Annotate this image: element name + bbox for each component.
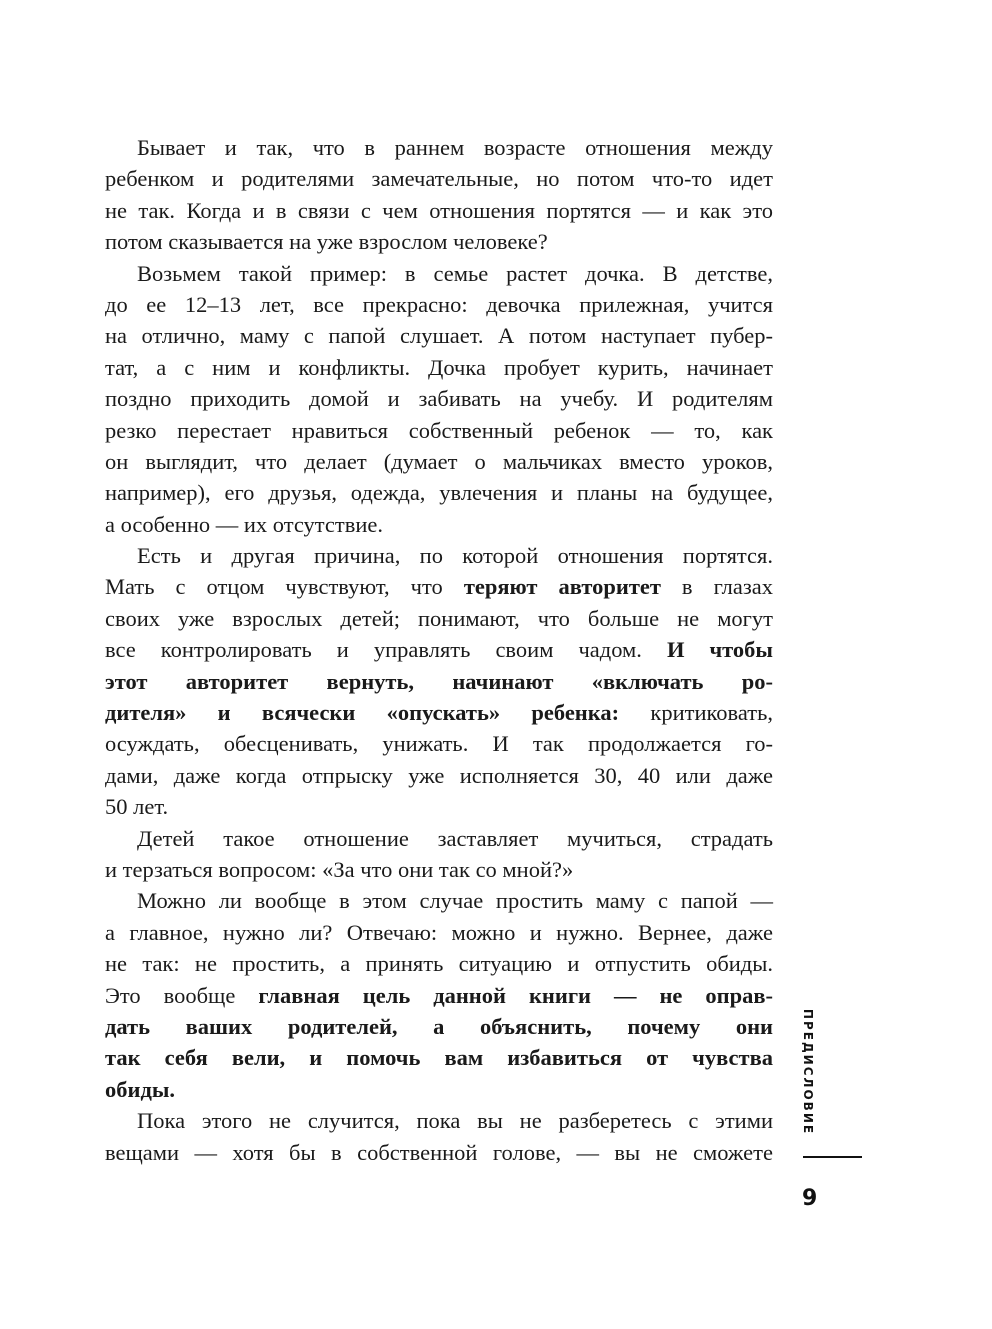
text-span: поздно приходить домой и забивать на учебу. И родителям <box>105 386 773 412</box>
text-span: Это вообще <box>105 982 259 1008</box>
text-line <box>105 917 773 948</box>
text-line <box>105 509 773 540</box>
text-span: 50 лет. <box>105 794 169 820</box>
bold-text: этот авторитет вернуть, начинают «включать ро- <box>105 668 773 694</box>
text-span: ребенком и родителями замечательные, но потом что-то идет <box>105 166 773 192</box>
text-line <box>105 446 773 477</box>
paragraph <box>105 132 773 258</box>
bold-text: теряют авторитет <box>463 574 661 600</box>
text-line <box>105 352 773 383</box>
paragraph <box>105 540 773 823</box>
text-line <box>105 1042 773 1073</box>
text-line <box>105 1074 773 1105</box>
text-span: все контролировать и управлять своим чадом. <box>105 637 667 663</box>
text-line <box>105 854 773 885</box>
text-span: а главное, нужно ли? Отвечаю: можно и нужно. Вернее, даже <box>105 919 773 945</box>
text-span: вещами — хотя бы в собственной голове, — вы не сможете <box>105 1139 773 1165</box>
text-line <box>105 728 773 759</box>
text-span: Детей такое отношение заставляет мучиться, страдать <box>137 825 773 851</box>
text-span: Бывает и так, что в раннем возрасте отношения между <box>137 135 773 160</box>
text-line <box>105 1011 773 1042</box>
text-span: Возьмем такой пример: в семье растет дочка. В детстве, <box>137 260 773 286</box>
text-line <box>105 948 773 979</box>
text-span: резко перестает нравиться собственный ребенок — то, как <box>105 417 773 443</box>
text-span: а особенно — их отсутствие. <box>105 511 383 537</box>
text-span: тат, а с ним и конфликты. Дочка пробует курить, начинает <box>105 354 773 380</box>
text-span: Мать с отцом чувствуют, что <box>105 574 464 600</box>
text-line <box>105 226 773 257</box>
text-line <box>105 791 773 822</box>
paragraph <box>105 823 773 886</box>
text-span: дами, даже когда отпрыску уже исполняется 30, 40 или даже <box>105 762 773 788</box>
paragraph <box>105 1105 773 1168</box>
paragraph <box>105 258 773 541</box>
text-span: не так. Когда и в связи с чем отношения портятся — и как это <box>105 197 773 223</box>
text-line <box>105 195 773 226</box>
text-span: и терзаться вопросом: «За что они так со мной?» <box>105 856 574 882</box>
text-line <box>105 760 773 791</box>
text-line <box>105 697 773 728</box>
bold-text: обиды. <box>105 1076 176 1102</box>
text-line <box>105 1105 773 1136</box>
text-span: критиковать, <box>619 700 773 726</box>
text-line <box>105 477 773 508</box>
text-span: на отлично, маму с папой слушает. А потом наступает пубер- <box>105 323 773 349</box>
text-span: своих уже взрослых детей; понимают, что больше не могут <box>105 605 773 631</box>
bold-text: дать ваших родителей, а объяснить, почему они <box>105 1013 773 1039</box>
paragraph <box>105 885 773 1105</box>
text-line <box>105 383 773 414</box>
text-line <box>105 289 773 320</box>
text-span: Можно ли вообще в этом случае простить маму с папой — <box>137 888 773 914</box>
text-line <box>105 603 773 634</box>
page-number: 9 <box>802 1186 818 1211</box>
running-head-text: ПРЕДИСЛОВИЕ <box>801 1008 815 1136</box>
text-span: не так: не простить, а принять ситуацию и отпустить обиды. <box>105 951 773 977</box>
text-span: осуждать, обесценивать, унижать. И так продолжается го- <box>105 731 773 757</box>
divider-rule <box>803 1156 862 1158</box>
text-span: потом сказывается на уже взрослом человеке? <box>105 229 548 255</box>
text-span: Пока этого не случится, пока вы не разберетесь с этими <box>137 1108 773 1134</box>
text-line <box>105 415 773 446</box>
text-span: до ее 12–13 лет, все прекрасно: девочка прилежная, учится <box>105 291 773 317</box>
bold-text: так себя вели, и помочь вам избавиться от чувства <box>105 1045 773 1071</box>
running-head <box>796 1008 820 1136</box>
bold-text: главная цель данной книги — не оправ- <box>258 982 773 1008</box>
bold-text: дителя» и всячески «опускать» ребенка: <box>105 700 620 726</box>
text-line <box>105 258 773 289</box>
text-line <box>105 823 773 854</box>
text-span: например), его друзья, одежда, увлечения и планы на будущее, <box>105 480 773 506</box>
text-span: в глазах <box>660 574 773 600</box>
text-line <box>105 163 773 194</box>
text-line <box>105 320 773 351</box>
text-span: Есть и другая причина, по которой отношения портятся. <box>137 543 773 569</box>
bold-text: И чтобы <box>666 637 774 663</box>
text-line <box>105 634 773 665</box>
text-line <box>105 571 773 602</box>
text-line <box>105 885 773 916</box>
text-line <box>105 666 773 697</box>
body-text <box>105 132 773 1168</box>
text-line <box>105 540 773 571</box>
text-line <box>105 1137 773 1168</box>
text-line <box>105 132 773 163</box>
text-span: он выглядит, что делает (думает о мальчиках вместо уроков, <box>105 448 773 474</box>
text-line <box>105 980 773 1011</box>
